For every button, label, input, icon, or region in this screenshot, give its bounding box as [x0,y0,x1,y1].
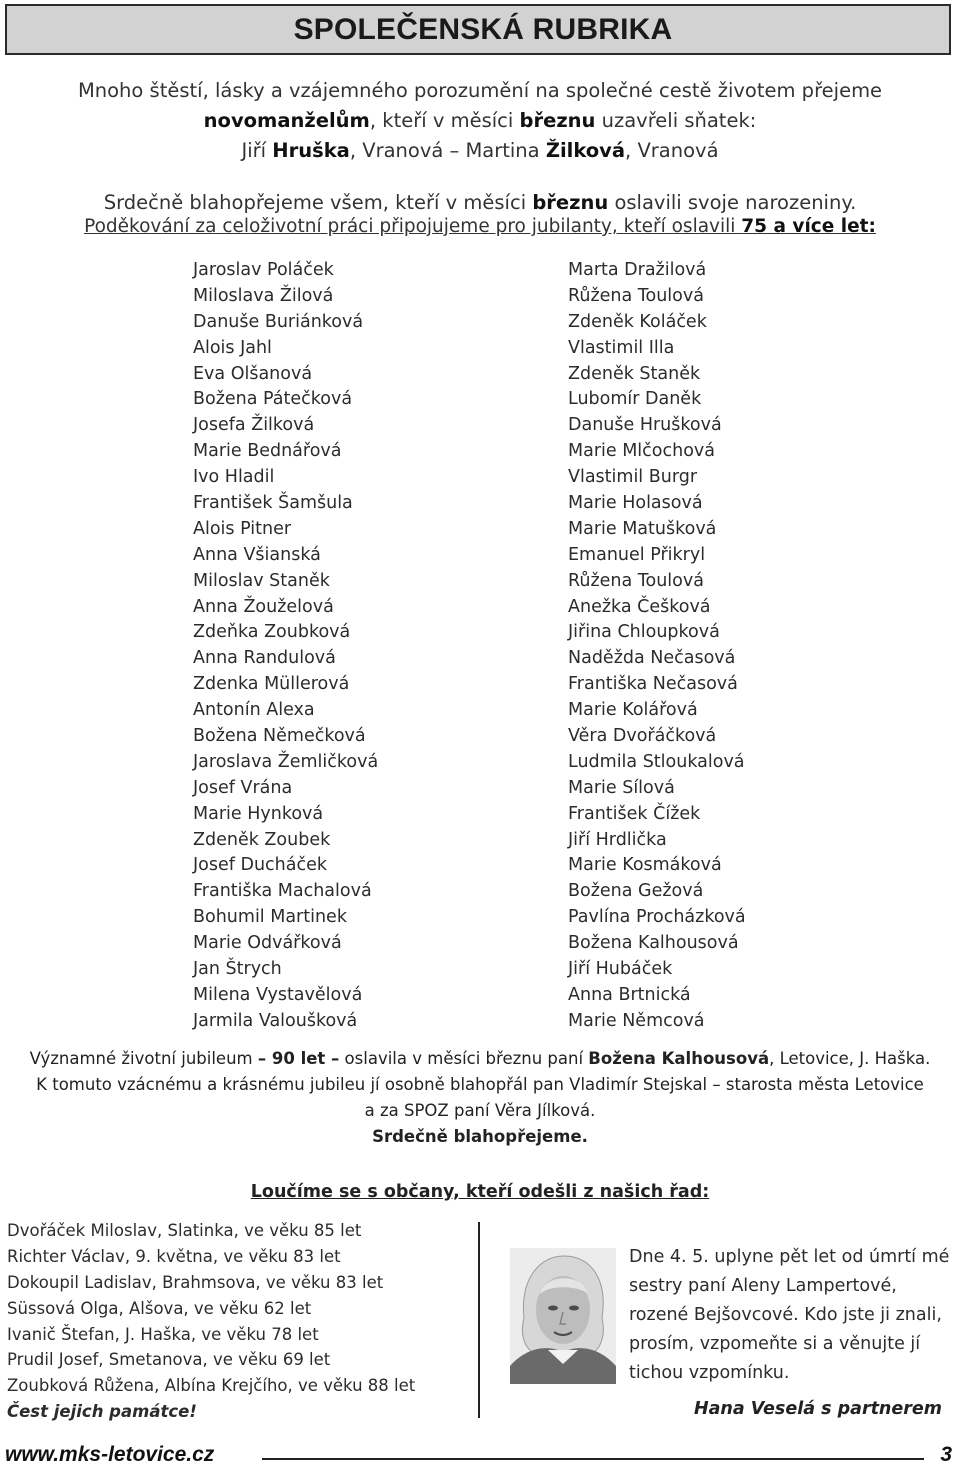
jubilants-list-right [568,258,746,1035]
list-item: Marie Matušková [568,518,717,539]
list-item: Františka Nečasová [568,674,738,695]
list-item: Božena Kalhousová [568,933,739,954]
list-item: Prudil Josef, Smetanova, ve věku 69 let [7,1350,331,1370]
list-item: Danuše Hrušková [568,415,722,436]
jubilee-line-1: Významné životní jubileum – 90 let – oslavila v měsíci březnu paní Božena Kalhousová, Letovice, J. Haška. [29,1049,931,1068]
list-item: Antonín Alexa [193,700,315,721]
list-item: Miloslava Žilová [193,285,334,306]
list-item: František Šamšula [193,493,353,514]
list-item: Zdeněk Zoubek [193,829,331,850]
farewell-heading: Loučíme se s občany, kteří odešli z našich řad: [250,1182,710,1202]
portrait-photo [510,1248,616,1384]
list-item: Marie Sílová [568,777,675,798]
list-item: Milena Vystavělová [193,984,363,1005]
list-item: Marie Kolářová [568,700,698,721]
list-item: Bohumil Martinek [193,907,347,928]
list-item: Zdenka Müllerová [193,674,350,695]
list-item: Jan Štrych [193,959,282,980]
list-item: Pavlína Procházková [568,907,746,928]
list-item: Jaroslav Poláček [193,260,334,280]
wedding-line-2: novomanželům, kteří v měsíci březnu uzavřeli sňatek: [203,109,757,132]
list-item: Zdeněk Staněk [568,363,701,384]
list-item: Božena Němečková [193,726,366,747]
list-item: Zdeňka Zoubková [193,622,351,643]
list-item: Jaroslava Žemličková [193,751,379,772]
list-item: František Čížek [568,803,701,824]
birthday-greeting: Srdečně blahopřejeme všem, kteří v měsíci březnu oslavili svoje narozeniny. [103,191,857,214]
list-item: Ludmila Stloukalová [568,751,745,772]
list-item: Marie Holasová [568,493,703,514]
list-item: Františka Machalová [193,881,372,902]
footer-rule [262,1458,924,1460]
list-item: Anna Brtnická [568,984,691,1005]
list-item: Anna Žouželová [193,596,334,617]
list-item: Naděžda Nečasová [568,648,736,669]
column-divider [478,1222,480,1418]
list-item: Jarmila Valoušková [193,1010,358,1031]
list-item: Růžena Toulová [568,285,704,306]
list-item: Božena Gežová [568,881,704,902]
page-title: SPOLEČENSKÁ RUBRIKA [293,12,673,46]
list-item: Danuše Buriánková [193,311,364,332]
jubilee-notice [0,1046,960,1150]
list-item: Věra Dvořáčková [568,726,717,747]
list-item: Marie Hynková [193,803,324,824]
list-item: Ivo Hladil [193,467,275,488]
list-item: Josefa Žilková [193,415,315,436]
deceased-list [7,1218,415,1425]
list-item: Ivanič Štefan, J. Haška, ve věku 78 let [7,1324,319,1344]
list-item: Jiří Hubáček [568,959,673,980]
page-number: 3 [940,1443,952,1466]
list-item: Anežka Češková [568,596,711,617]
list-item: Josef Ducháček [193,855,328,876]
jubilee-line-3: a za SPOZ paní Věra Jílková. [364,1101,596,1120]
footer-website: www.mks-letovice.cz [5,1443,215,1466]
list-item: Jiří Hrdlička [568,829,667,850]
wedding-couple: Jiří Hruška, Vranová – Martina Žilková, Vranová [241,139,719,162]
honor-line: Čest jejich památce! [7,1402,197,1422]
list-item: Vlastimil Burgr [568,467,698,488]
list-item: Süssová Olga, Alšova, ve věku 62 let [7,1298,312,1318]
jubilants-heading: Poděkování za celoživotní práci připojujeme pro jubilanty, kteří oslavili 75 a více let: [84,216,876,237]
list-item: Jiřina Chloupková [568,622,720,643]
jubilants-list-left [193,258,378,1035]
list-item: Dokoupil Ladislav, Brahmsova, ve věku 83 let [7,1272,384,1292]
list-item: Marie Bednářová [193,441,342,462]
list-item: Alois Jahl [193,337,272,358]
list-item: Anna Všianská [193,544,321,565]
list-item: Marie Němcová [568,1010,705,1031]
list-item: Richter Václav, 9. května, ve věku 83 let [7,1246,341,1266]
list-item: Eva Olšanová [193,363,313,384]
section-banner [5,4,951,55]
list-item: Marta Dražilová [568,260,707,280]
jubilee-line-4: Srdečně blahopřejeme. [372,1127,588,1146]
list-item: Miloslav Staněk [193,570,330,591]
memorial-signature: Hana Veselá s partnerem [693,1399,942,1419]
list-item: Marie Odvářková [193,933,342,954]
list-item: Dvořáček Miloslav, Slatinka, ve věku 85 let [7,1221,362,1240]
jubilee-line-2: K tomuto vzácnému a krásnému jubileu jí osobně blahopřál pan Vladimír Stejskal – starosta města Letovice [36,1075,924,1094]
list-item: Anna Randulová [193,648,336,669]
wedding-line-1: Mnoho štěstí, lásky a vzájemného porozumění na společné cestě životem přejeme [77,79,883,102]
list-item: Alois Pitner [193,518,292,539]
list-item: Josef Vrána [193,777,293,798]
list-item: Marie Kosmáková [568,855,722,876]
list-item: Růžena Toulová [568,570,704,591]
list-item: Zdeněk Koláček [568,311,707,332]
list-item: Lubomír Daněk [568,389,702,410]
list-item: Zoubková Růžena, Albína Krejčího, ve věku 88 let [7,1376,416,1396]
wedding-greeting [0,76,960,166]
list-item: Marie Mlčochová [568,441,715,462]
list-item: Emanuel Přikryl [568,544,706,565]
memorial-text: Dne 4. 5. uplyne pět let od úmrtí mé sestry paní Aleny Lampertové, rozené Bejšovcové. Kdo jste ji znali, prosím, vzpomeňte si a věnujte jí tichou vzpomínku. [629,1247,950,1383]
list-item: Božena Pátečková [193,389,353,410]
list-item: Vlastimil Illa [568,337,675,358]
